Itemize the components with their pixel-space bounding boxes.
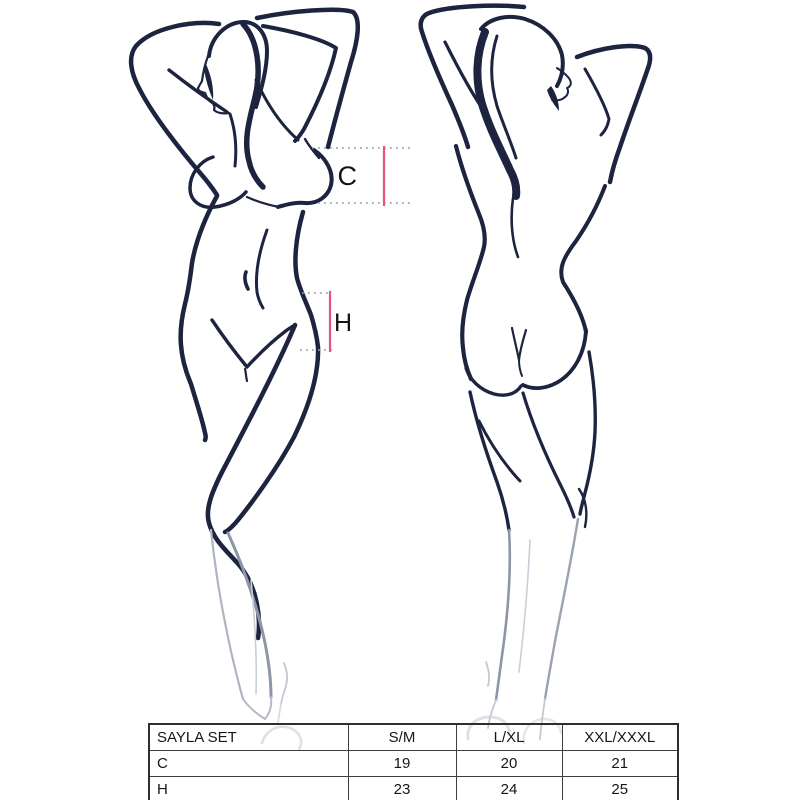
figure-stroke-right-thigh — [580, 352, 595, 514]
measurement-row-label: C — [149, 751, 348, 777]
figure-stroke-underbust — [247, 197, 279, 207]
size-table-title-cell: SAYLA SET — [149, 724, 348, 751]
figure-stroke-left-arm — [421, 6, 524, 147]
size-value-cell: 19 — [348, 751, 456, 777]
figure-stroke-bust — [278, 150, 332, 207]
size-table — [148, 723, 679, 800]
figure-stroke-left-forearm — [169, 70, 227, 112]
figure-stroke-inner-thigh — [523, 393, 574, 517]
figure-stroke-shin — [519, 540, 530, 672]
size-column-header: XXL/XXXL — [562, 724, 678, 751]
figure-stroke-groin — [212, 320, 295, 367]
figure-stroke-neck — [230, 114, 236, 166]
figure-stroke-ponytail — [477, 32, 516, 196]
figure-stroke-shin — [545, 519, 578, 699]
figure-stroke-bust — [190, 157, 246, 207]
figure-stroke-face-profile — [198, 56, 229, 113]
figure-stroke-foot — [265, 697, 271, 719]
front-figure — [131, 10, 358, 722]
figure-stroke-left-buttock — [466, 368, 521, 395]
table-row-bust — [149, 751, 678, 777]
size-table-header-row — [149, 724, 678, 751]
figure-stroke-right-forearm — [585, 69, 609, 135]
figure-stroke-detail — [519, 360, 522, 376]
bust-measure-label: C — [337, 161, 357, 191]
figure-stroke-left-arm — [131, 23, 219, 195]
figure-hair-shadow — [547, 86, 559, 111]
figure-stroke-left-side — [456, 146, 485, 379]
size-column-header: L/XL — [456, 724, 562, 751]
figure-stroke-hair — [243, 24, 263, 187]
figure-stroke-right-buttock — [523, 330, 586, 388]
figure-stroke-detail — [512, 328, 519, 360]
figure-stroke-navel — [245, 272, 248, 289]
figure-stroke-detail — [519, 330, 526, 360]
figure-stroke-spine — [512, 198, 518, 257]
figure-stroke-shin — [496, 530, 510, 700]
figure-stroke-left-side — [181, 196, 217, 440]
size-value-cell: 21 — [562, 751, 678, 777]
figure-stroke-detail — [245, 369, 247, 381]
figure-stroke-right-arm — [577, 46, 650, 182]
hip-measure-label: H — [334, 309, 353, 337]
figure-stroke-ankle — [486, 662, 489, 686]
hip-measurement-marker — [300, 291, 352, 352]
figure-stroke-foot — [278, 704, 281, 722]
size-value-cell: 23 — [348, 777, 456, 800]
measurement-row-label: H — [149, 777, 348, 800]
figure-stroke-foot — [243, 699, 265, 719]
figure-stroke-ankle — [281, 663, 287, 704]
size-value-cell: 25 — [562, 777, 678, 800]
size-column-header: S/M — [348, 724, 456, 751]
figure-stroke-right-forearm — [263, 26, 336, 141]
back-figure — [421, 6, 650, 739]
table-row-hip — [149, 777, 678, 800]
figure-stroke-right-side — [561, 186, 605, 332]
size-value-cell: 20 — [456, 751, 562, 777]
size-value-cell: 24 — [456, 777, 562, 800]
figure-stroke-belly — [256, 230, 267, 308]
